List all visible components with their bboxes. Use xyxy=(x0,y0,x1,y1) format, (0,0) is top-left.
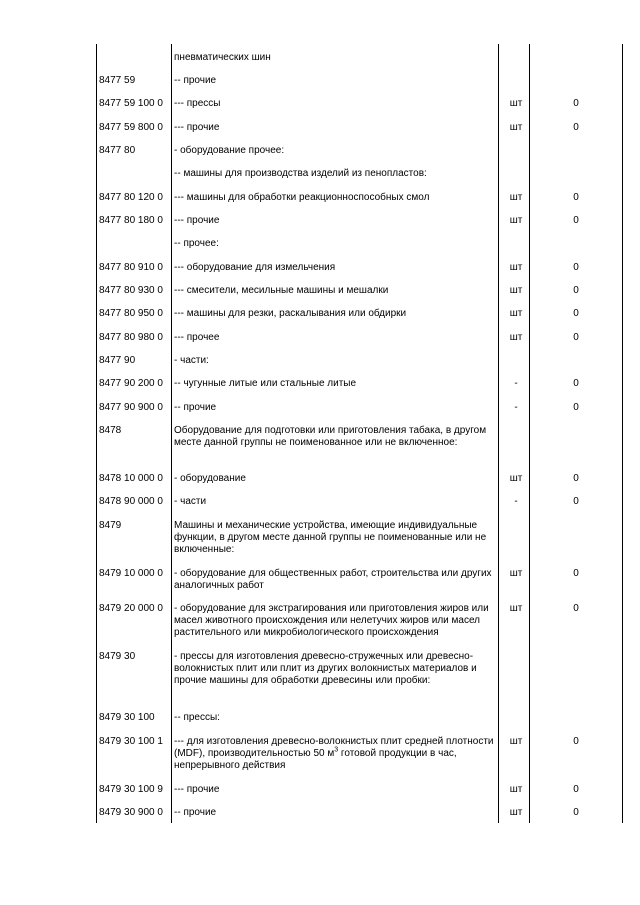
unit-of-measure: шт xyxy=(509,736,523,747)
goods-description: Оборудование для подготовки или приготовления табака, в другом месте данной группы не поименованное или не включенное: xyxy=(174,425,487,448)
duty-rate: 0 xyxy=(573,308,579,319)
column-border-rate xyxy=(622,44,623,823)
column-border-description xyxy=(498,44,499,823)
goods-description: --- смесители, месильные машины и мешалки xyxy=(174,285,389,296)
goods-description: -- прочее: xyxy=(174,238,219,249)
hs-code: 8479 30 900 0 xyxy=(99,807,163,818)
goods-description: - оборудование для экстрагирования или приготовления жиров или масел животного происхождения или нелетучих жиров или масел растительного или микробиологического происхождения xyxy=(174,603,489,638)
goods-description: --- прочее xyxy=(174,332,220,343)
goods-description: --- машины для обработки реакционноспособных смол xyxy=(174,192,430,203)
duty-rate: 0 xyxy=(573,784,579,795)
goods-description: --- прессы xyxy=(174,98,221,109)
goods-description: - прессы для изготовления древесно-стружечных или древесно-волокнистых плит или плит из других волокнистых материалов и прочие машины для обработки древесины или пробки: xyxy=(174,651,477,686)
hs-code: 8479 20 000 0 xyxy=(99,603,163,614)
unit-of-measure: шт xyxy=(509,262,523,273)
unit-of-measure: шт xyxy=(509,98,523,109)
hs-code: 8477 80 120 0 xyxy=(99,192,163,203)
goods-description: -- машины для производства изделий из пенопластов: xyxy=(174,168,427,179)
unit-of-measure: шт xyxy=(509,308,523,319)
duty-rate: 0 xyxy=(573,736,579,747)
goods-description: --- прочие xyxy=(174,122,220,133)
hs-code: 8478 xyxy=(99,425,122,436)
duty-rate: 0 xyxy=(573,496,579,507)
goods-description: Машины и механические устройства, имеющие индивидуальные функции, в другом месте данной группы не поименованные или не включенные: xyxy=(174,520,487,555)
goods-description: - оборудование xyxy=(174,473,246,484)
unit-of-measure: - xyxy=(514,378,518,389)
column-border-code xyxy=(171,44,172,823)
goods-description: -- прочие xyxy=(174,75,217,86)
hs-code: 8479 30 100 1 xyxy=(99,736,163,747)
goods-description: - оборудование для общественных работ, строительства или других аналогичных работ xyxy=(174,568,492,591)
unit-of-measure: - xyxy=(514,496,518,507)
hs-code: 8477 90 xyxy=(99,355,136,366)
hs-code: 8477 80 930 0 xyxy=(99,285,163,296)
unit-of-measure: шт xyxy=(509,807,523,818)
goods-description: -- прочие xyxy=(174,402,217,413)
hs-code: 8478 10 000 0 xyxy=(99,473,163,484)
goods-description: --- оборудование для измельчения xyxy=(174,262,336,273)
goods-description: - части xyxy=(174,496,207,507)
description-text: готовой продукции в час, непрерывного действия xyxy=(174,748,457,771)
hs-code: 8479 30 xyxy=(99,651,136,662)
goods-description: -- чугунные литые или стальные литые xyxy=(174,378,357,389)
unit-of-measure: шт xyxy=(509,784,523,795)
column-border-unit xyxy=(529,44,530,823)
duty-rate: 0 xyxy=(573,122,579,133)
goods-description: - части: xyxy=(174,355,209,366)
duty-rate: 0 xyxy=(573,807,579,818)
unit-of-measure: шт xyxy=(509,332,523,343)
hs-code: 8477 80 950 0 xyxy=(99,308,163,319)
unit-of-measure: - xyxy=(514,402,518,413)
unit-of-measure: шт xyxy=(509,215,523,226)
goods-description: --- прочие xyxy=(174,784,220,795)
hs-code: 8479 30 100 9 xyxy=(99,784,163,795)
hs-code: 8479 10 000 0 xyxy=(99,568,163,579)
hs-code: 8477 59 xyxy=(99,75,136,86)
hs-code: 8477 80 180 0 xyxy=(99,215,163,226)
goods-description: - оборудование прочее: xyxy=(174,145,285,156)
goods-description xyxy=(174,736,496,772)
unit-of-measure: шт xyxy=(509,122,523,133)
duty-rate: 0 xyxy=(573,332,579,343)
hs-code: 8477 80 xyxy=(99,145,136,156)
duty-rate: 0 xyxy=(573,98,579,109)
goods-description: --- машины для резки, раскалывания или обдирки xyxy=(174,308,407,319)
hs-code: 8479 30 100 xyxy=(99,712,155,723)
duty-rate: 0 xyxy=(573,192,579,203)
unit-of-measure: шт xyxy=(509,568,523,579)
duty-rate: 0 xyxy=(573,603,579,614)
goods-description: -- прочие xyxy=(174,807,217,818)
hs-code: 8478 90 000 0 xyxy=(99,496,163,507)
superscript-exponent: 3 xyxy=(334,746,339,754)
hs-code: 8477 59 800 0 xyxy=(99,122,163,133)
unit-of-measure: шт xyxy=(509,285,523,296)
hs-code: 8477 90 900 0 xyxy=(99,402,163,413)
column-border-left xyxy=(96,44,97,823)
unit-of-measure: шт xyxy=(509,192,523,203)
unit-of-measure: шт xyxy=(509,603,523,614)
duty-rate: 0 xyxy=(573,285,579,296)
goods-description: пневматических шин xyxy=(174,52,271,63)
hs-code: 8477 90 200 0 xyxy=(99,378,163,389)
duty-rate: 0 xyxy=(573,473,579,484)
description-text: --- для изготовления древесно-волокнистых плит средней плотности (MDF), производительностью 50 м xyxy=(174,736,494,759)
duty-rate: 0 xyxy=(573,568,579,579)
hs-code: 8477 80 980 0 xyxy=(99,332,163,343)
duty-rate: 0 xyxy=(573,215,579,226)
duty-rate: 0 xyxy=(573,402,579,413)
hs-code: 8477 80 910 0 xyxy=(99,262,163,273)
hs-code: 8479 xyxy=(99,520,122,531)
hs-code: 8477 59 100 0 xyxy=(99,98,163,109)
unit-of-measure: шт xyxy=(509,473,523,484)
goods-description: --- прочие xyxy=(174,215,220,226)
goods-description: -- прессы: xyxy=(174,712,220,723)
duty-rate: 0 xyxy=(573,262,579,273)
duty-rate: 0 xyxy=(573,378,579,389)
